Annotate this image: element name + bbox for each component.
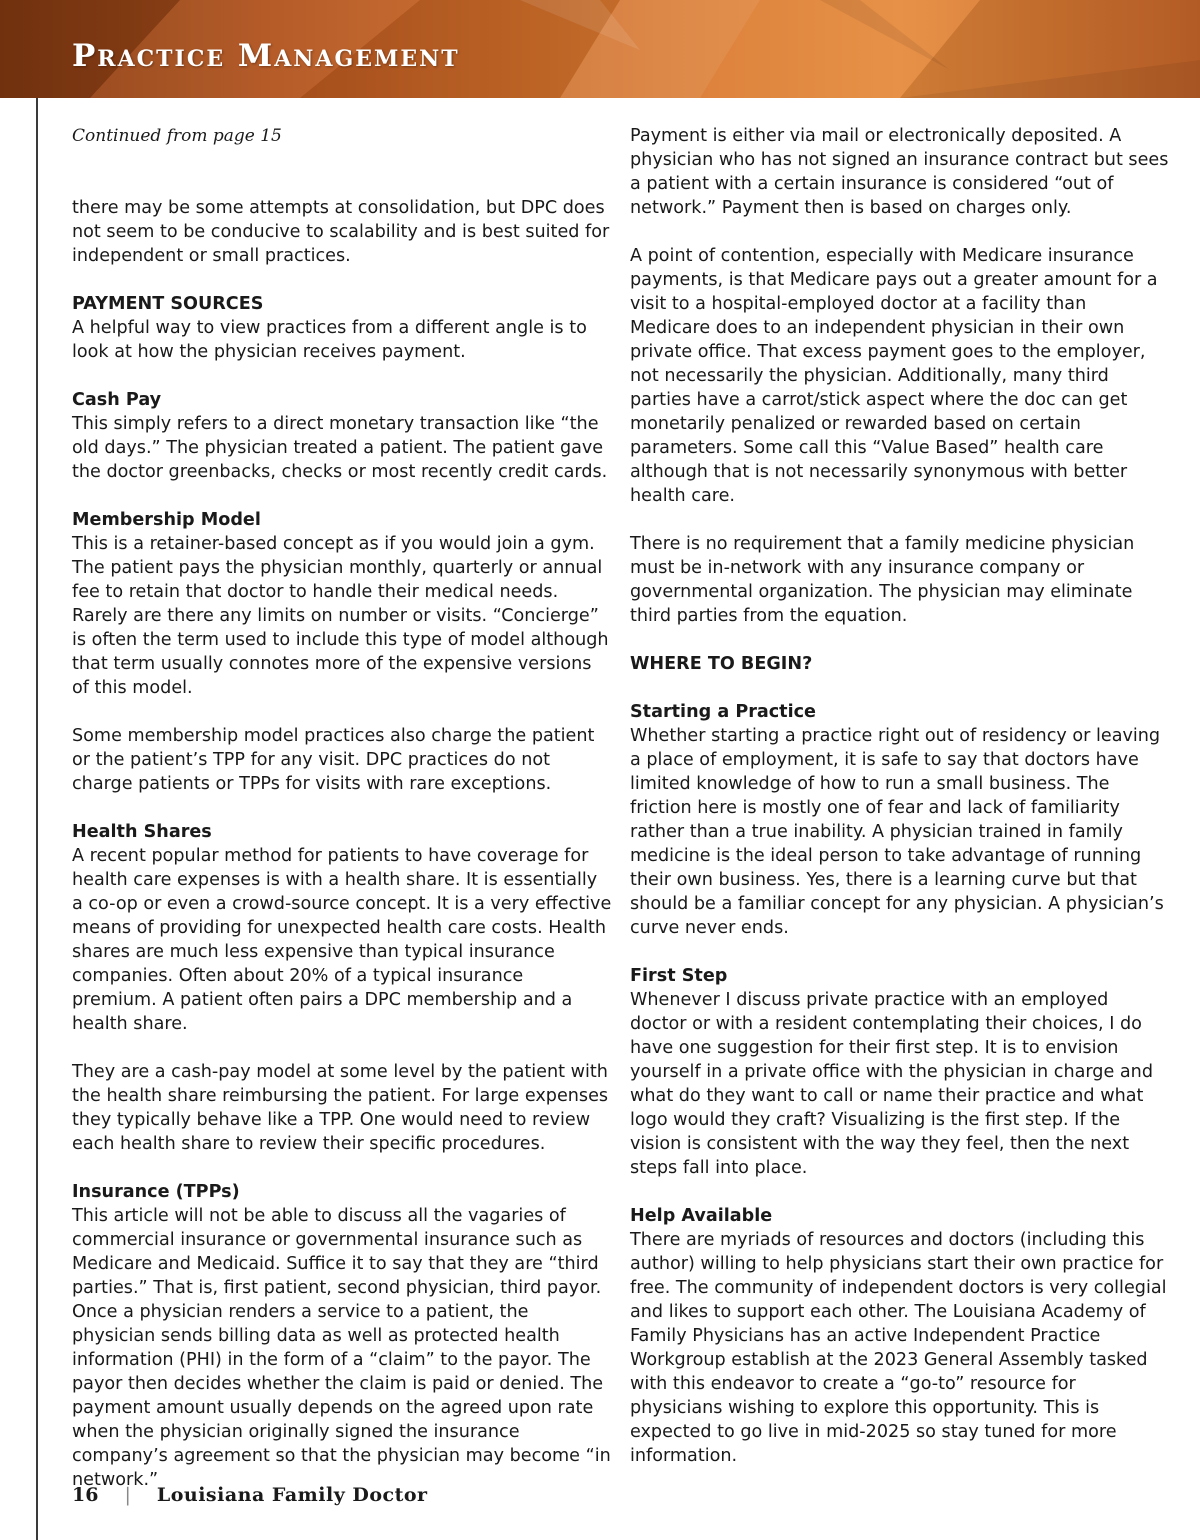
body-paragraph: A recent popular method for patients to have coverage for health care expenses is with a health share. It is essentially a co-op or even a crowd-source concept. It is a very effective means of providing for unexpected health care costs. Health shares are much less expensive than typical insurance companies. Often about 20% of a typical insurance premium. A patient often pairs a DPC membership and a health share. xyxy=(72,846,612,1034)
section-heading: WHERE TO BEGIN? xyxy=(630,654,813,674)
body-paragraph: This article will not be able to discuss all the vagaries of commercial insurance or governmental insurance such as Medicare and Medicaid. Suffice it to say that they are “third parties.” That is, first patient, second physician, third payor. Once a physician renders a service to a patient, the physician sends billing data as well as protected health information (PHI) in the form of a “claim” to the payor. The payor then decides whether the claim is paid or denied. The payment amount usually depends on the agreed upon rate when the physician originally signed the insurance company’s agreement so that the physician may become “in network.” xyxy=(72,1206,611,1490)
body-paragraph: Whenever I discuss private practice with an employed doctor or with a resident contemplating their choices, I do have one suggestion for their first step. It is to envision yourself in a private office with the physician in charge and what do they want to call or name their practice and what logo would they craft? Visualizing is the first step. If the vision is consistent with the way they feel, then the next steps fall into place. xyxy=(630,990,1153,1178)
body-paragraph: there may be some attempts at consolidation, but DPC does not seem to be conducive to scalability and is best suited for independent or small practices. xyxy=(72,198,610,266)
section-heading: Starting a Practice xyxy=(630,702,816,722)
right-column xyxy=(630,124,1170,1492)
section-heading: Membership Model xyxy=(72,510,261,530)
header-banner xyxy=(0,0,1200,98)
body-paragraph: There are myriads of resources and doctors (including this author) willing to help physicians start their own practice for free. The community of independent doctors is very collegial and likes to support each other. The Louisiana Academy of Family Physicians has an active Independent Practice Workgroup establish at the 2023 General Assembly tasked with this endeavor to create a “go-to” resource for physicians wishing to explore this opportunity. This is expected to go live in mid-2025 so stay tuned for more information. xyxy=(630,1230,1167,1466)
body-paragraph: A helpful way to view practices from a different angle is to look at how the physician receives payment. xyxy=(72,318,587,362)
body-paragraph: This simply refers to a direct monetary transaction like “the old days.” The physician treated a patient. The patient gave the doctor greenbacks, checks or most recently credit cards. xyxy=(72,414,608,482)
publication-name: Louisiana Family Doctor xyxy=(156,1484,428,1506)
body-paragraph: Some membership model practices also charge the patient or the patient’s TPP for any visit. DPC practices do not charge patients or TPPs for visits with rare exceptions. xyxy=(72,726,595,794)
page-footer xyxy=(72,1484,428,1506)
page-number: 16 xyxy=(72,1484,99,1506)
body-paragraph: Whether starting a practice right out of residency or leaving a place of employment, it is safe to say that doctors have limited knowledge of how to run a small business. The friction here is mostly one of fear and lack of familiarity rather than a true inability. A physician trained in family medicine is the ideal person to take advantage of running their own business. Yes, there is a learning curve but that should be a familiar concept for any physician. A physician’s curve never ends. xyxy=(630,726,1164,938)
spacer xyxy=(630,676,1170,700)
left-column xyxy=(72,124,612,1516)
continued-note: Continued from page 15 xyxy=(72,126,282,146)
section-heading: First Step xyxy=(630,966,728,986)
left-margin-rule xyxy=(36,98,38,1540)
body-paragraph: This is a retainer-based concept as if you would join a gym. The patient pays the physician monthly, quarterly or annual fee to retain that doctor to handle their medical needs. Rarely are there any limits on number or visits. “Concierge” is often the term used to include this type of model although that term usually connotes more of the expensive versions of this model. xyxy=(72,534,609,698)
body-paragraph: They are a cash-pay model at some level by the patient with the health share reimbursing the patient. For large expenses they typically behave like a TPP. One would need to review each health share to review their specific procedures. xyxy=(72,1062,609,1154)
section-heading: Cash Pay xyxy=(72,390,162,410)
body-paragraph: There is no requirement that a family medicine physician must be in-network with any insurance company or governmental organization. The physician may eliminate third parties from the equation. xyxy=(630,534,1135,626)
footer-separator: | xyxy=(124,1484,131,1506)
section-heading: Health Shares xyxy=(72,822,212,842)
section-heading: PAYMENT SOURCES xyxy=(72,294,264,314)
section-title: Practice Management xyxy=(72,38,460,74)
section-heading: Help Available xyxy=(630,1206,773,1226)
body-paragraph: Payment is either via mail or electronically deposited. A physician who has not signed an insurance contract but sees a patient with a certain insurance is considered “out of network.” Payment then is based on charges only. xyxy=(630,126,1169,218)
body-paragraph: A point of contention, especially with Medicare insurance payments, is that Medicare pays out a greater amount for a visit to a hospital-employed doctor at a facility than Medicare does to an independent physician in their own private office. That excess payment goes to the employer, not necessarily the physician. Additionally, many third parties have a carrot/stick aspect where the doc can get monetarily penalized or rewarded based on certain parameters. Some call this “Value Based” health care although that is not necessarily synonymous with better health care. xyxy=(630,246,1158,506)
section-heading: Insurance (TPPs) xyxy=(72,1182,240,1202)
